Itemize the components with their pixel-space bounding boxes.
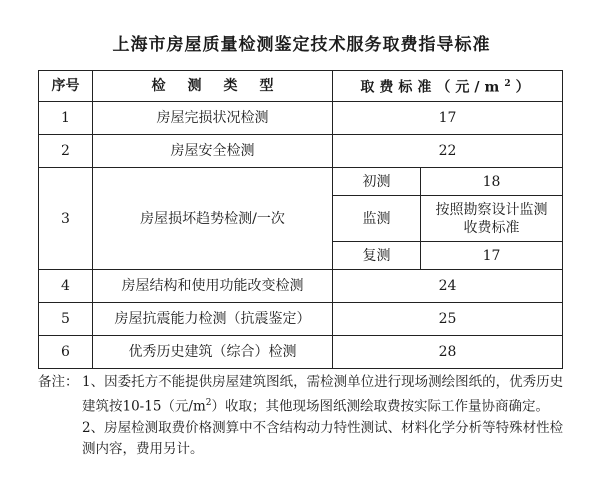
row-seq: 5 [39,303,93,336]
note-1 [38,372,568,418]
row-seq: 1 [39,102,93,135]
note-1-text: 1、因委托方不能提供房屋建筑图纸，需检测单位进行现场测绘图纸的，优秀历史建筑按10-15（元$/m^2$）收取；其他现场图纸测绘取费按实际工作量协商确定。 [82,374,564,415]
table-row [39,303,563,336]
page-title: 上海市房屋质量检测鉴定技术服务取费指导标准 [112,35,491,55]
sub-fee: 按照勘察设计监测收费标准 [421,196,563,242]
row-type: 房屋结构和使用功能改变检测 [93,270,333,303]
table-row [39,168,563,196]
table-header-row [39,71,563,102]
sub-label: 监测 [333,196,421,242]
table-row [39,102,563,135]
row-seq: 3 [39,168,93,270]
row-type: 房屋抗震能力检测（抗震鉴定） [93,303,333,336]
notes-label: 备注： [38,374,79,390]
row-seq: 2 [39,135,93,168]
header-seq: 序号 [39,71,93,102]
fee-standard-table [38,70,563,369]
note-2-text: 2、房屋检测取费价格测算中不含结构动力特性测试、材料化学分析等特殊材性检测内容，费用另计。 [82,419,564,457]
sub-label: 初测 [333,168,421,196]
row-type: 房屋完损状况检测 [93,102,333,135]
row-fee: 24 [333,270,563,303]
notes-section [38,372,568,460]
row-fee: 17 [333,102,563,135]
row-type: 优秀历史建筑（综合）检测 [93,336,333,369]
table-row [39,270,563,303]
row-fee: 28 [333,336,563,369]
sub-label: 复测 [333,242,421,270]
row-fee: 25 [333,303,563,336]
table-row [39,135,563,168]
row-fee: 22 [333,135,563,168]
header-type: 检测类型 [93,71,333,102]
table-row [39,336,563,369]
row-type: 房屋损坏趋势检测/一次 [93,168,333,270]
row-seq: 6 [39,336,93,369]
row-seq: 4 [39,270,93,303]
row-type: 房屋安全检测 [93,135,333,168]
sub-fee: 17 [421,242,563,270]
sub-fee: 18 [421,168,563,196]
header-fee: 取费标准（元$/m^2$） [333,71,563,102]
